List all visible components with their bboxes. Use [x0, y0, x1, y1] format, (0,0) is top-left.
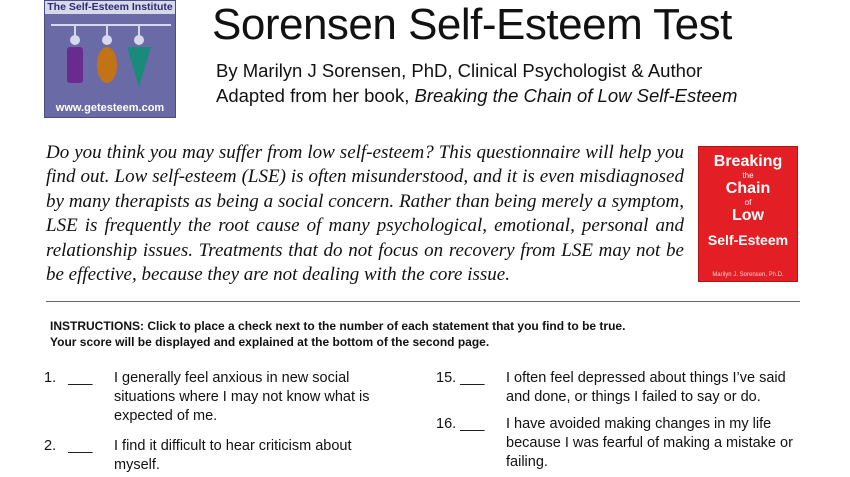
logo-url: www.getesteem.com	[55, 102, 165, 114]
instructions-text-2: Your score will be displayed and explained at the bottom of the second page.	[50, 335, 490, 349]
book-cover-chain: Chain	[725, 180, 771, 197]
question-2-number-blank[interactable]	[44, 437, 92, 456]
question-15-text: I often feel depressed about things I’ve said and done, or things I failed to say or do.	[506, 370, 786, 405]
adapted-prefix: Adapted from her book,	[216, 85, 415, 106]
question-15-number-blank[interactable]	[436, 369, 484, 388]
section-divider	[46, 301, 800, 302]
question-item-15[interactable]	[436, 369, 846, 411]
question-1-check-blank[interactable]: ___	[68, 370, 93, 386]
book-cover-the: the	[742, 171, 754, 180]
book-cover-self-esteem: Self-Esteem	[707, 232, 789, 248]
instructions	[50, 318, 750, 350]
question-item-1[interactable]	[44, 369, 414, 431]
question-2-check-blank[interactable]: ___	[68, 438, 93, 454]
author-byline: By Marilyn J Sorensen, PhD, Clinical Psychologist & Author	[216, 60, 703, 81]
institute-logo	[44, 0, 176, 118]
question-2-text: I find it difficult to hear criticism about myself.	[114, 438, 352, 473]
question-item-2[interactable]	[44, 437, 414, 477]
instructions-label: INSTRUCTIONS:	[50, 319, 144, 333]
question-15-number: 15.	[436, 370, 457, 386]
book-cover-of: of	[744, 198, 752, 207]
instructions-text-1: Click to place a check next to the number of each statement that you find to be true.	[144, 319, 626, 333]
book-title-reference: Breaking the Chain of Low Self-Esteem	[414, 85, 738, 106]
book-cover-author: Marilyn J. Sorensen, Ph.D.	[712, 272, 784, 278]
question-16-number: 16.	[436, 416, 457, 432]
book-cover-image	[698, 146, 798, 282]
book-cover-low: Low	[732, 207, 764, 224]
logo-title: The Self-Esteem Institute	[45, 1, 175, 14]
page-title: Sorensen Self-Esteem Test	[212, 0, 732, 49]
question-16-number-blank[interactable]	[436, 415, 484, 434]
question-16-check-blank[interactable]: ___	[460, 416, 485, 432]
logo-figures-icon	[45, 15, 176, 95]
book-cover-breaking: Breaking	[713, 153, 783, 170]
adapted-from-line	[216, 85, 737, 107]
question-1-number-blank[interactable]	[44, 369, 92, 388]
question-15-check-blank[interactable]: ___	[460, 370, 485, 386]
intro-paragraph: Do you think you may suffer from low self-esteem? This questionnaire will help you find out. Low self-esteem (LSE) is often misunderstood, and it is even misdiagnosed by many therapists as being a social concern. Rather than being merely a symptom, LSE is frequently the root cause of many psychological, emotional, personal and relationship issues. Treatments that do not focus on recovery from LSE may not be be effective, because they are not dealing with the core issue.	[46, 142, 684, 286]
instructions-line-1	[50, 318, 750, 334]
question-1-text: I generally feel anxious in new social situations where I may not know what is expected of me.	[114, 370, 370, 424]
question-1-number: 1.	[44, 370, 57, 386]
question-item-16[interactable]	[436, 415, 846, 475]
question-2-number: 2.	[44, 438, 57, 454]
question-16-text: I have avoided making changes in my life because I was fearful of making a mistake or failing.	[506, 416, 793, 470]
